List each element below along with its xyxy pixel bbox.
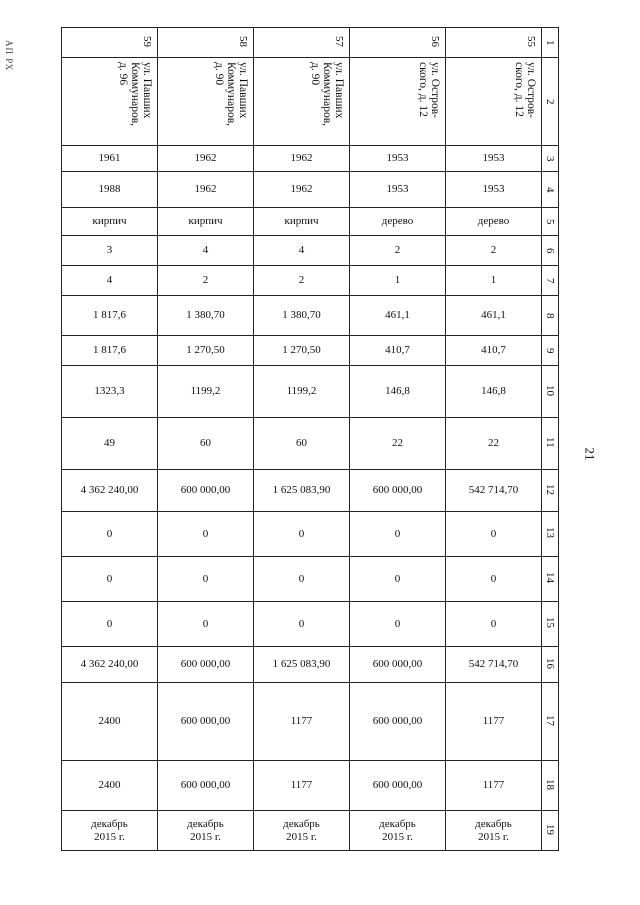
table-cell: 49 — [62, 418, 158, 470]
table-cell: декабрь 2015 г. — [350, 811, 446, 851]
table-cell: 1953 — [350, 172, 446, 208]
table-cell: 600 000,00 — [158, 761, 254, 811]
table-cell: 1 625 083,90 — [254, 647, 350, 683]
table-cell: 1953 — [350, 146, 446, 172]
table-cell: 4 — [158, 236, 254, 266]
table-cell: 600 000,00 — [158, 647, 254, 683]
row-number: 11 — [542, 418, 559, 470]
table-cell: дерево — [446, 208, 542, 236]
table-cell: 461,1 — [446, 296, 542, 336]
address-cell: ул. Павших Коммунаров, д. 90 — [158, 58, 254, 146]
table-cell: 600 000,00 — [350, 683, 446, 761]
row-number: 1 — [542, 28, 559, 58]
table-cell: 0 — [62, 557, 158, 602]
table-row — [62, 266, 559, 296]
column-id: 59 — [62, 28, 158, 58]
address-cell: ул. Остров- ского, д. 12 — [350, 58, 446, 146]
row-number: 19 — [542, 811, 559, 851]
table-cell: 0 — [62, 512, 158, 557]
table-cell: кирпич — [254, 208, 350, 236]
page-number: 21 — [582, 447, 598, 461]
row-number: 7 — [542, 266, 559, 296]
column-id: 56 — [350, 28, 446, 58]
table-cell: 1988 — [62, 172, 158, 208]
row-number: 5 — [542, 208, 559, 236]
table-row — [62, 418, 559, 470]
table-row — [62, 336, 559, 366]
table-cell: 1177 — [446, 761, 542, 811]
row-number: 4 — [542, 172, 559, 208]
table-cell: 2 — [446, 236, 542, 266]
column-id-row — [62, 28, 559, 58]
table-cell: 1 625 083,90 — [254, 470, 350, 512]
table-cell: 2 — [158, 266, 254, 296]
address-cell: ул. Остров- ского, д. 12 — [446, 58, 542, 146]
table-cell: 0 — [350, 602, 446, 647]
table-cell: 4 — [62, 266, 158, 296]
row-number: 9 — [542, 336, 559, 366]
table-cell: 1 — [446, 266, 542, 296]
table-cell: 600 000,00 — [158, 683, 254, 761]
table-cell: декабрь 2015 г. — [446, 811, 542, 851]
table-cell: 461,1 — [350, 296, 446, 336]
row-number: 17 — [542, 683, 559, 761]
table-cell: 2400 — [62, 761, 158, 811]
row-number: 14 — [542, 557, 559, 602]
address-cell: ул. Павших Коммунаров, д. 96 — [62, 58, 158, 146]
table-row — [62, 761, 559, 811]
table-cell: 1962 — [158, 172, 254, 208]
row-number: 12 — [542, 470, 559, 512]
table-cell: 1177 — [446, 683, 542, 761]
table-cell: 3 — [62, 236, 158, 266]
table-cell: 1953 — [446, 146, 542, 172]
table-cell: 1177 — [254, 683, 350, 761]
table-cell: 0 — [254, 512, 350, 557]
row-number: 3 — [542, 146, 559, 172]
row-number: 15 — [542, 602, 559, 647]
column-id: 55 — [446, 28, 542, 58]
table-cell: 1323,3 — [62, 366, 158, 418]
table-cell: 1199,2 — [254, 366, 350, 418]
table-cell: 1177 — [254, 761, 350, 811]
table-cell: 146,8 — [350, 366, 446, 418]
row-number: 10 — [542, 366, 559, 418]
table-cell: 22 — [446, 418, 542, 470]
table-cell: 1 817,6 — [62, 336, 158, 366]
table-cell: 0 — [446, 602, 542, 647]
table-cell: 60 — [158, 418, 254, 470]
table-cell: кирпич — [158, 208, 254, 236]
table-cell: декабрь 2015 г. — [158, 811, 254, 851]
table-cell: 542 714,70 — [446, 647, 542, 683]
table-cell: 1 270,50 — [158, 336, 254, 366]
table-cell: 1953 — [446, 172, 542, 208]
table-cell: дерево — [350, 208, 446, 236]
table-row — [62, 811, 559, 851]
table-cell: 600 000,00 — [158, 470, 254, 512]
table-cell: 1 817,6 — [62, 296, 158, 336]
table-cell: 1962 — [254, 172, 350, 208]
table-cell: 22 — [350, 418, 446, 470]
table-cell: 4 — [254, 236, 350, 266]
table-cell: 1 — [350, 266, 446, 296]
table-cell: 60 — [254, 418, 350, 470]
table-cell: декабрь 2015 г. — [254, 811, 350, 851]
table-cell: 2400 — [62, 683, 158, 761]
table-cell: 0 — [254, 602, 350, 647]
table-cell: 1962 — [158, 146, 254, 172]
table-cell: декабрь 2015 г. — [62, 811, 158, 851]
table-cell: 1 270,50 — [254, 336, 350, 366]
table-cell: кирпич — [62, 208, 158, 236]
table-cell: 146,8 — [446, 366, 542, 418]
table-cell: 0 — [158, 602, 254, 647]
table-row — [62, 557, 559, 602]
table-cell: 4 362 240,00 — [62, 647, 158, 683]
margin-note: АП РХ — [4, 40, 14, 72]
address-row — [62, 58, 559, 146]
table-cell: 0 — [158, 557, 254, 602]
table-cell: 410,7 — [350, 336, 446, 366]
row-number: 6 — [542, 236, 559, 266]
table-row — [62, 236, 559, 266]
table-row — [62, 296, 559, 336]
address-cell: ул. Павших Коммунаров, д. 90 — [254, 58, 350, 146]
table-cell: 0 — [350, 557, 446, 602]
table-cell: 1961 — [62, 146, 158, 172]
table-cell: 600 000,00 — [350, 470, 446, 512]
table-row — [62, 172, 559, 208]
table-cell: 0 — [158, 512, 254, 557]
table-cell: 1199,2 — [158, 366, 254, 418]
table-cell: 0 — [446, 557, 542, 602]
table-cell: 600 000,00 — [350, 761, 446, 811]
column-id: 57 — [254, 28, 350, 58]
column-id: 58 — [158, 28, 254, 58]
row-number: 16 — [542, 647, 559, 683]
table-cell: 410,7 — [446, 336, 542, 366]
table-cell: 2 — [254, 266, 350, 296]
property-table — [61, 27, 559, 851]
table-row — [62, 602, 559, 647]
table-cell: 0 — [62, 602, 158, 647]
table-cell: 2 — [350, 236, 446, 266]
table-row — [62, 470, 559, 512]
table-row — [62, 683, 559, 761]
row-number: 8 — [542, 296, 559, 336]
table-cell: 542 714,70 — [446, 470, 542, 512]
table-cell: 0 — [446, 512, 542, 557]
table-cell: 600 000,00 — [350, 647, 446, 683]
table-cell: 0 — [254, 557, 350, 602]
table-row — [62, 208, 559, 236]
table-cell: 1 380,70 — [158, 296, 254, 336]
table-row — [62, 146, 559, 172]
table-row — [62, 647, 559, 683]
table-cell: 1962 — [254, 146, 350, 172]
table-cell: 0 — [350, 512, 446, 557]
table-row — [62, 512, 559, 557]
row-number: 13 — [542, 512, 559, 557]
table-row — [62, 366, 559, 418]
row-number: 2 — [542, 58, 559, 146]
table-cell: 4 362 240,00 — [62, 470, 158, 512]
table-cell: 1 380,70 — [254, 296, 350, 336]
row-number: 18 — [542, 761, 559, 811]
